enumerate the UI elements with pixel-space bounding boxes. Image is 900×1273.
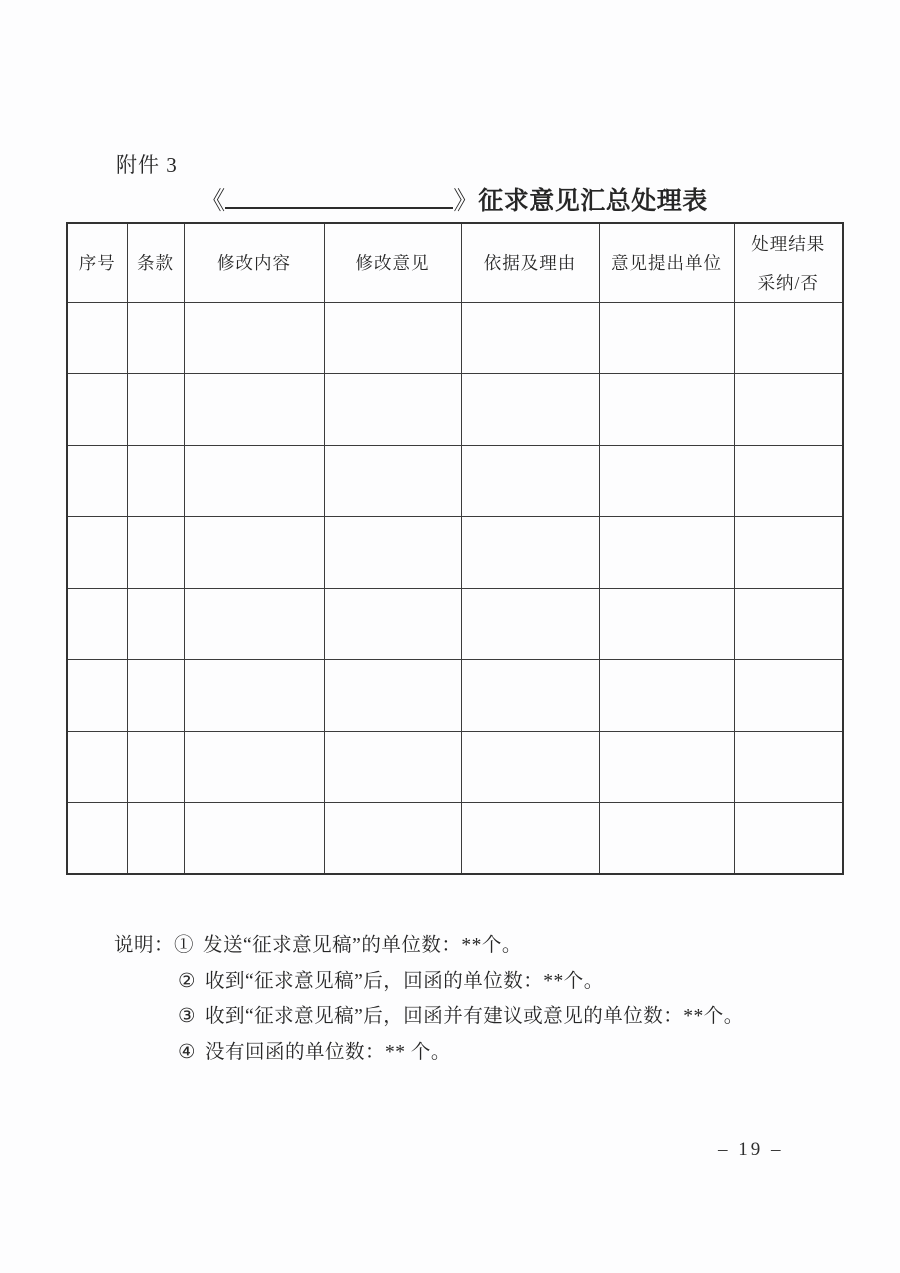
table-cell: [599, 374, 734, 446]
table-cell: [324, 731, 461, 803]
header-cell-proposing-unit: 意见提出单位: [599, 223, 734, 302]
note-line-3: [114, 999, 744, 1035]
title-blank-underline: [225, 183, 453, 209]
document-title: [66, 183, 842, 219]
table-cell: [461, 803, 599, 875]
table-cell: [67, 374, 127, 446]
table-row: [67, 445, 843, 517]
table-cell: [461, 588, 599, 660]
notes-section: [114, 928, 744, 1070]
table-cell: [324, 374, 461, 446]
table-cell: [734, 660, 843, 732]
table-row: [67, 588, 843, 660]
table-cell: [324, 803, 461, 875]
title-close-bracket: 》: [453, 188, 479, 215]
table-cell: [734, 374, 843, 446]
table-cell: [127, 445, 184, 517]
table-cell: [127, 660, 184, 732]
note-line-1: [114, 928, 744, 964]
table-cell: [67, 445, 127, 517]
table-row: [67, 374, 843, 446]
table-body: [67, 302, 843, 874]
table-cell: [599, 517, 734, 589]
table-cell: [67, 803, 127, 875]
table-cell: [599, 731, 734, 803]
table-cell: [461, 731, 599, 803]
note-marker-2: ②: [178, 970, 196, 992]
table-cell: [461, 374, 599, 446]
table-cell: [184, 445, 324, 517]
table-row: [67, 660, 843, 732]
notes-label: 说明：: [114, 935, 175, 956]
table-cell: [67, 588, 127, 660]
table-cell: [324, 588, 461, 660]
table-cell: [734, 803, 843, 875]
table-cell: [184, 803, 324, 875]
table-cell: [127, 374, 184, 446]
table-cell: [127, 588, 184, 660]
table-cell: [67, 731, 127, 803]
header-cell-processing-result: [734, 223, 843, 302]
table-cell: [67, 660, 127, 732]
table-row: [67, 803, 843, 875]
header-processing-result-line1: 处理结果: [751, 233, 826, 254]
header-processing-result-line2: 采纳/否: [757, 272, 819, 293]
header-cell-clause: 条款: [127, 223, 184, 302]
table-cell: [599, 302, 734, 374]
table-cell: [127, 731, 184, 803]
table-cell: [324, 517, 461, 589]
table-cell: [599, 803, 734, 875]
note-text-4: 没有回函的单位数：** 个。: [204, 1041, 451, 1063]
table-row: [67, 517, 843, 589]
attachment-label: 附件 3: [116, 153, 178, 177]
table-cell: [324, 445, 461, 517]
table-cell: [127, 517, 184, 589]
table-cell: [184, 731, 324, 803]
table-cell: [324, 302, 461, 374]
note-marker-4: ④: [178, 1041, 196, 1063]
table-cell: [184, 660, 324, 732]
table-cell: [184, 517, 324, 589]
comments-summary-table: [66, 222, 844, 875]
title-text: 征求意见汇总处理表: [478, 188, 708, 215]
table-row: [67, 302, 843, 374]
note-text-1: 发送“征求意见稿”的单位数：**个。: [203, 935, 522, 956]
table-cell: [184, 374, 324, 446]
table-cell: [67, 517, 127, 589]
page-number: – 19 –: [718, 1139, 784, 1160]
note-text-3: 收到“征求意见稿”后，回函并有建议或意见的单位数：**个。: [204, 1006, 744, 1027]
header-cell-number: 序号: [67, 223, 127, 302]
table-cell: [599, 588, 734, 660]
table-cell: [184, 302, 324, 374]
table-cell: [461, 302, 599, 374]
note-line-4: [114, 1035, 744, 1071]
table-cell: [599, 660, 734, 732]
table-cell: [127, 803, 184, 875]
note-line-2: [114, 964, 744, 1000]
table-cell: [127, 302, 184, 374]
table-row: [67, 731, 843, 803]
table-header-row: [67, 223, 843, 302]
table-cell: [324, 660, 461, 732]
note-marker-1: ①: [174, 935, 195, 956]
note-text-2: 收到“征求意见稿”后，回函的单位数：**个。: [204, 970, 604, 992]
table-cell: [461, 517, 599, 589]
header-cell-modified-content: 修改内容: [184, 223, 324, 302]
table-cell: [734, 517, 843, 589]
table-cell: [461, 445, 599, 517]
header-cell-basis-reason: 依据及理由: [461, 223, 599, 302]
table-cell: [734, 302, 843, 374]
table-cell: [67, 302, 127, 374]
table-cell: [734, 445, 843, 517]
note-marker-3: ③: [178, 1006, 196, 1027]
table-cell: [599, 445, 734, 517]
table-cell: [734, 588, 843, 660]
table-cell: [184, 588, 324, 660]
header-cell-modification-opinion: 修改意见: [324, 223, 461, 302]
table-cell: [734, 731, 843, 803]
table-cell: [461, 660, 599, 732]
title-open-bracket: 《: [200, 188, 226, 215]
